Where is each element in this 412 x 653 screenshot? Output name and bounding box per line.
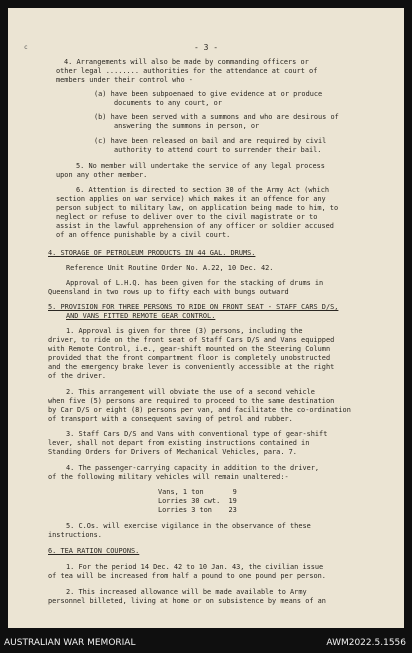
text-line: Queensland in two rows up to fifty each with bungs outward: [48, 288, 289, 296]
text-line: Reference Unit Routine Order No. A.22, 10 Dec. 42.: [66, 264, 274, 272]
text-line: driver, to ride on the front seat of Staff Cars D/S and Vans equipped: [48, 336, 335, 344]
text-line: upon any other member.: [56, 171, 148, 179]
section-heading-cont: AND VANS FITTED REMOTE GEAR CONTROL.: [66, 312, 216, 320]
text-line: documents to any court, or: [114, 99, 222, 107]
text-line: instructions.: [48, 531, 102, 539]
text-line: 4. The passenger-carrying capacity in addition to the driver,: [66, 464, 320, 472]
text-line: when five (5) persons are required to proceed to the same destination: [48, 397, 335, 405]
text-line: other legal ........ authorities for the attendance at court of: [56, 67, 318, 75]
text-line: of an offence punishable by a civil court.: [56, 231, 231, 239]
text-line: neglect or refuse to deliver over to the civil magistrate or to: [56, 213, 318, 221]
text-line: person subject to military law, on application being made to him, to: [56, 204, 339, 212]
document-page: [8, 8, 404, 628]
text-line: lever, shall not depart from existing instructions contained in: [48, 439, 310, 447]
text-line: of the driver.: [48, 372, 107, 380]
archive-footer: [0, 628, 412, 653]
text-line: of transport with a consequent saving of petrol and rubber.: [48, 415, 293, 423]
footer-accession-number: AWM2022.5.1556: [326, 638, 406, 648]
text-line: authority to attend court to surrender their bail.: [114, 146, 322, 154]
footer-source-label: AUSTRALIAN WAR MEMORIAL: [4, 638, 136, 648]
text-line: 2. This increased allowance will be made available to Army: [66, 588, 307, 596]
section-heading: 4. STORAGE OF PETROLEUM PRODUCTS IN 44 GAL. DRUMS.: [48, 249, 256, 257]
text-line: 5. C.Os. will exercise vigilance in the observance of these: [66, 522, 311, 530]
text-line: with Remote Control, i.e., gear-shift mounted on the Steering Column: [48, 345, 331, 353]
text-line: assist in the lawful apprehension of any officer or soldier accused: [56, 222, 334, 230]
text-line: Standing Orders for Drivers of Mechanical Vehicles, para. 7.: [48, 448, 297, 456]
text-line: and the emergency brake lever is conveniently accessible at the right: [48, 363, 335, 371]
section-heading: 5. PROVISION FOR THREE PERSONS TO RIDE ON FRONT SEAT - STAFF CARS D/S,: [48, 303, 339, 311]
text-line: 1. For the period 14 Dec. 42 to 10 Jan. 43, the civilian issue: [66, 563, 324, 571]
vehicle-capacity-row: Lorries 30 cwt. 19: [158, 497, 237, 505]
section-heading: 6. TEA RATION COUPONS.: [48, 547, 140, 555]
text-line: members under their control who -: [56, 76, 193, 84]
text-line: 4. Arrangements will also be made by commanding officers or: [64, 58, 309, 66]
text-line: of the following military vehicles will remain unaltered:-: [48, 473, 289, 481]
text-line: 5. No member will undertake the service of any legal process: [76, 162, 325, 170]
text-line: 3. Staff Cars D/S and Vans with conventional type of gear-shift: [66, 430, 328, 438]
document-body: [8, 8, 404, 605]
text-line: Approval of L.H.Q. has been given for the stacking of drums in: [66, 279, 324, 287]
vehicle-capacity-row: Vans, 1 ton 9: [158, 488, 237, 496]
text-line: answering the summons in person, or: [114, 122, 260, 130]
text-line: 1. Approval is given for three (3) persons, including the: [66, 327, 303, 335]
text-line: (b) have been served with a summons and who are desirous of: [94, 113, 339, 121]
text-line: by Car D/S or eight (8) persons per van, and facilitate the co-ordination: [48, 406, 351, 414]
text-line: section applies on war service) which makes it an offence for any: [56, 195, 326, 203]
text-line: 2. This arrangement will obviate the use of a second vehicle: [66, 388, 315, 396]
vehicle-capacity-row: Lorries 3 ton 23: [158, 506, 237, 514]
page-number: - 3 -: [193, 43, 219, 52]
punch-hole-mark: c: [24, 44, 28, 51]
text-line: 6. Attention is directed to section 30 of the Army Act (which: [76, 186, 330, 194]
text-line: personnel billeted, living at home or on subsistence by means of an: [48, 597, 326, 605]
text-line: (a) have been subpoenaed to give evidence at or produce: [94, 90, 323, 98]
text-line: of tea will be increased from half a pound to one pound per person.: [48, 572, 326, 580]
text-line: provided that the front compartment floor is completely unobstructed: [48, 354, 331, 362]
text-line: (c) have been released on bail and are required by civil: [94, 137, 327, 145]
